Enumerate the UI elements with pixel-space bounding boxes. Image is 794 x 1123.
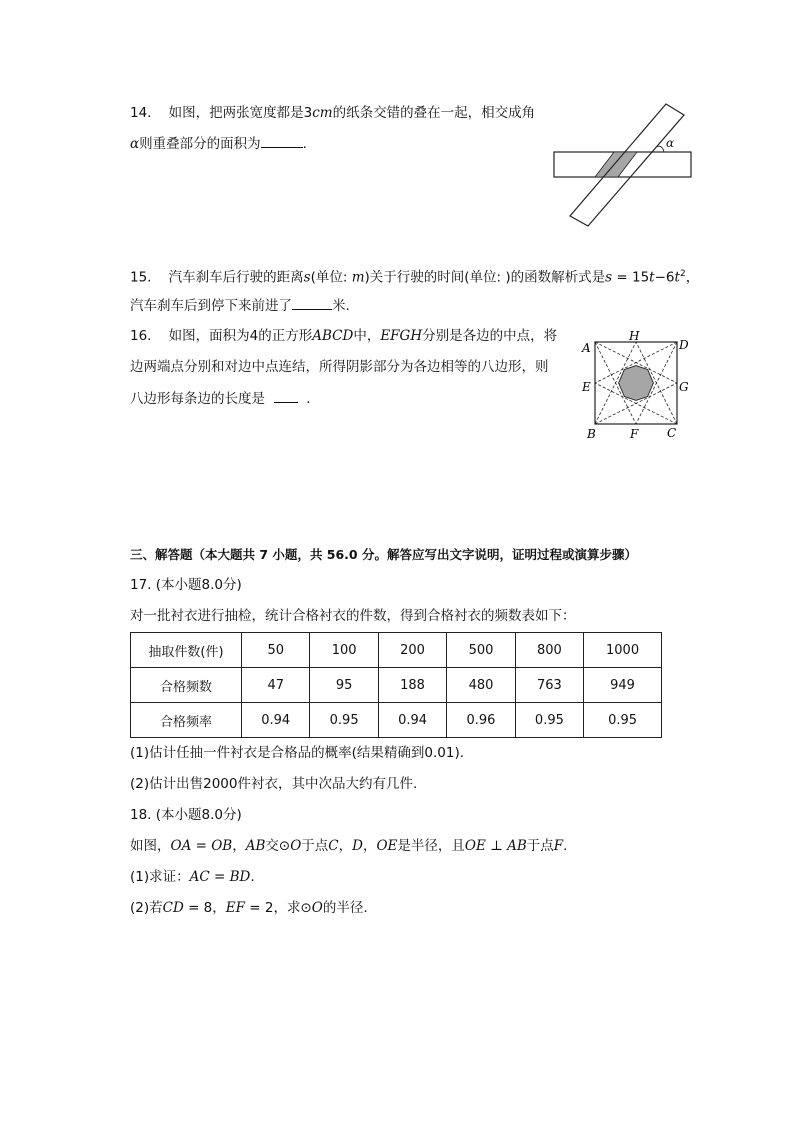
q14-line1 — [130, 103, 535, 123]
q16-line1 — [130, 326, 557, 346]
table-row — [131, 633, 662, 668]
q14-text-b: 的纸条交错的叠在一起，相交成角 — [332, 105, 536, 121]
q15-line2-a: 汽车刹车后到停下来前进了 — [130, 298, 292, 314]
table-cell: 500 — [447, 633, 515, 668]
q18-ab: AB — [245, 838, 266, 854]
q16-label-f: F — [630, 427, 639, 441]
q16-text-b: 的正方形 — [258, 328, 313, 344]
table-row-label: 抽取件数(件) — [131, 633, 242, 668]
q17-part2: (2)估计出售2000件衬衣，其中次品大约有几件. — [130, 776, 418, 792]
q14-text-a: 如图，把两张宽度都是 — [168, 105, 304, 121]
table-cell: 0.95 — [310, 703, 378, 738]
q16-line3 — [130, 388, 310, 409]
q15-formula-eq: = 15 — [612, 269, 650, 286]
table-cell: 480 — [447, 668, 515, 703]
q16-text-d: 分别是各边的中点，将 — [422, 328, 558, 344]
q14-figure — [548, 100, 698, 232]
q18-header: 18. (本小题8.0分) — [130, 807, 242, 823]
q18-part2-end: 的半径. — [322, 900, 368, 916]
q15-answer-blank — [292, 295, 332, 310]
q16-line2 — [130, 357, 549, 377]
q16-label-e: E — [582, 380, 591, 394]
q18-ac-eq-bd: AC = BD — [189, 869, 251, 885]
q14-alpha-label: α — [666, 136, 675, 150]
table-cell: 0.95 — [584, 703, 662, 738]
q15-text-c: )关于行驶的时间(单位: )的函数解析式是 — [364, 269, 606, 286]
q18-text: ， — [232, 838, 246, 854]
table-cell: 100 — [310, 633, 378, 668]
q18-o: O — [290, 838, 302, 854]
q18-line1 — [130, 836, 567, 856]
q16-square: ABCD — [312, 328, 354, 344]
q17-intro: 对一批衬衣进行抽检，统计合格衬衣的件数，得到合格衬衣的频数表如下： — [130, 608, 576, 624]
q16-label-a: A — [582, 341, 591, 355]
table-cell: 95 — [310, 668, 378, 703]
q17-frequency-table — [130, 632, 662, 738]
q18-point-c: C — [328, 838, 339, 854]
q18-part2 — [130, 898, 368, 918]
q16-area: 4 — [249, 328, 259, 344]
q18-part1-text: (1)求证： — [130, 869, 190, 885]
q14-number: 14. — [130, 105, 152, 121]
table-cell: 50 — [242, 633, 310, 668]
q15-formula-t2: t — [674, 269, 680, 286]
table-cell: 949 — [584, 668, 662, 703]
q18-oe: OE — [376, 838, 398, 854]
q14-alpha: α — [130, 136, 140, 152]
circle-dot-icon: ⊙ — [278, 838, 291, 854]
q18-text: ， — [338, 838, 353, 854]
q16-figure — [578, 328, 698, 443]
q16-label-h: H — [629, 329, 640, 343]
q14-answer-blank — [261, 133, 303, 148]
q16-line2-text: 边两端点分别和对边中点连结，所得阴影部分为各边相等的八边形，则 — [130, 359, 549, 375]
q18-point-f: F — [553, 838, 564, 854]
table-row — [131, 668, 662, 703]
q18-oa-eq-ob: OA = OB — [170, 838, 233, 854]
q15-formula-s: s — [605, 269, 613, 286]
q18-cd: CD — [162, 900, 184, 916]
q17-header: 17. (本小题8.0分) — [130, 577, 242, 593]
table-row — [131, 703, 662, 738]
q18-text: 如图， — [130, 838, 171, 854]
q18-text: ， — [362, 838, 377, 854]
q16-label-b: B — [587, 427, 596, 441]
q14-end: . — [302, 136, 307, 152]
q18-o: O — [311, 900, 323, 916]
q15-var-s: s — [303, 269, 311, 286]
table-cell: 0.95 — [515, 703, 583, 738]
q15-formula-minus: −6 — [654, 269, 675, 286]
circle-dot-icon: ⊙ — [300, 900, 312, 916]
q15-unit-m: m — [351, 269, 365, 286]
q16-number: 16. — [130, 328, 152, 344]
q18-text: 于点 — [526, 838, 554, 854]
q15-text-a: 汽车刹车后行驶的距离 — [168, 269, 304, 286]
q18-text: . — [563, 838, 568, 854]
q18-oe-perp-ab: OE ⊥ AB — [464, 838, 527, 854]
q16-octagon — [619, 366, 654, 401]
table-cell: 800 — [515, 633, 583, 668]
q16-end: . — [306, 391, 311, 407]
q18-part1 — [130, 867, 255, 887]
q16-text-a: 如图，面积为 — [168, 328, 250, 344]
q14-width-unit: cm — [312, 105, 333, 121]
table-cell: 763 — [515, 668, 583, 703]
q18-text: 于点 — [301, 838, 329, 854]
q16-midpoints: EFGH — [380, 328, 423, 344]
q18-part1-end: . — [250, 869, 255, 885]
q18-part2-text: (2)若 — [130, 900, 163, 916]
q16-label-g: G — [679, 380, 689, 394]
q15-exponent: 2 — [679, 269, 686, 279]
table-cell: 0.94 — [378, 703, 446, 738]
q14-text-c: 则重叠部分的面积为 — [139, 136, 261, 152]
table-row-label: 合格频数 — [131, 668, 242, 703]
table-cell: 0.94 — [242, 703, 310, 738]
table-cell: 47 — [242, 668, 310, 703]
q18-ef-value: = 2，求 — [245, 900, 301, 916]
q17-part1: (1)估计任抽一件衬衣是合格品的概率(结果精确到0.01). — [130, 745, 465, 761]
table-cell: 188 — [378, 668, 446, 703]
q15-line2-b: 米. — [332, 298, 350, 314]
table-cell: 0.96 — [447, 703, 515, 738]
q16-answer-blank — [274, 388, 298, 403]
q15-line2 — [130, 295, 350, 316]
q15-comma: ， — [685, 269, 700, 286]
q15-formula-t: t — [649, 269, 655, 286]
q16-label-d: D — [679, 338, 689, 352]
q15-text-b: (单位: — [310, 269, 352, 286]
table-cell: 1000 — [584, 633, 662, 668]
q18-text: 是半径，且 — [397, 838, 465, 854]
q16-label-c: C — [667, 426, 677, 440]
q14-width-value: 3 — [303, 105, 313, 121]
q16-text-c: 中， — [353, 328, 381, 344]
q14-overlap-region — [595, 152, 637, 177]
q15-number: 15. — [130, 269, 152, 286]
table-cell: 200 — [378, 633, 446, 668]
q18-ef: EF — [225, 900, 245, 916]
q18-text: 交 — [265, 838, 279, 854]
q14-angle-arc — [656, 146, 664, 152]
q14-line2 — [130, 133, 307, 154]
table-row-label: 合格频率 — [131, 703, 242, 738]
section3-title: 三、解答题（本大题共 7 小题，共 56.0 分。解答应写出文字说明，证明过程或演算步骤） — [130, 547, 637, 562]
q18-cd-value: = 8， — [183, 900, 226, 916]
q18-point-d: D — [352, 838, 363, 854]
q16-line3-text: 八边形每条边的长度是 — [130, 391, 265, 407]
q15-line1 — [130, 264, 699, 288]
